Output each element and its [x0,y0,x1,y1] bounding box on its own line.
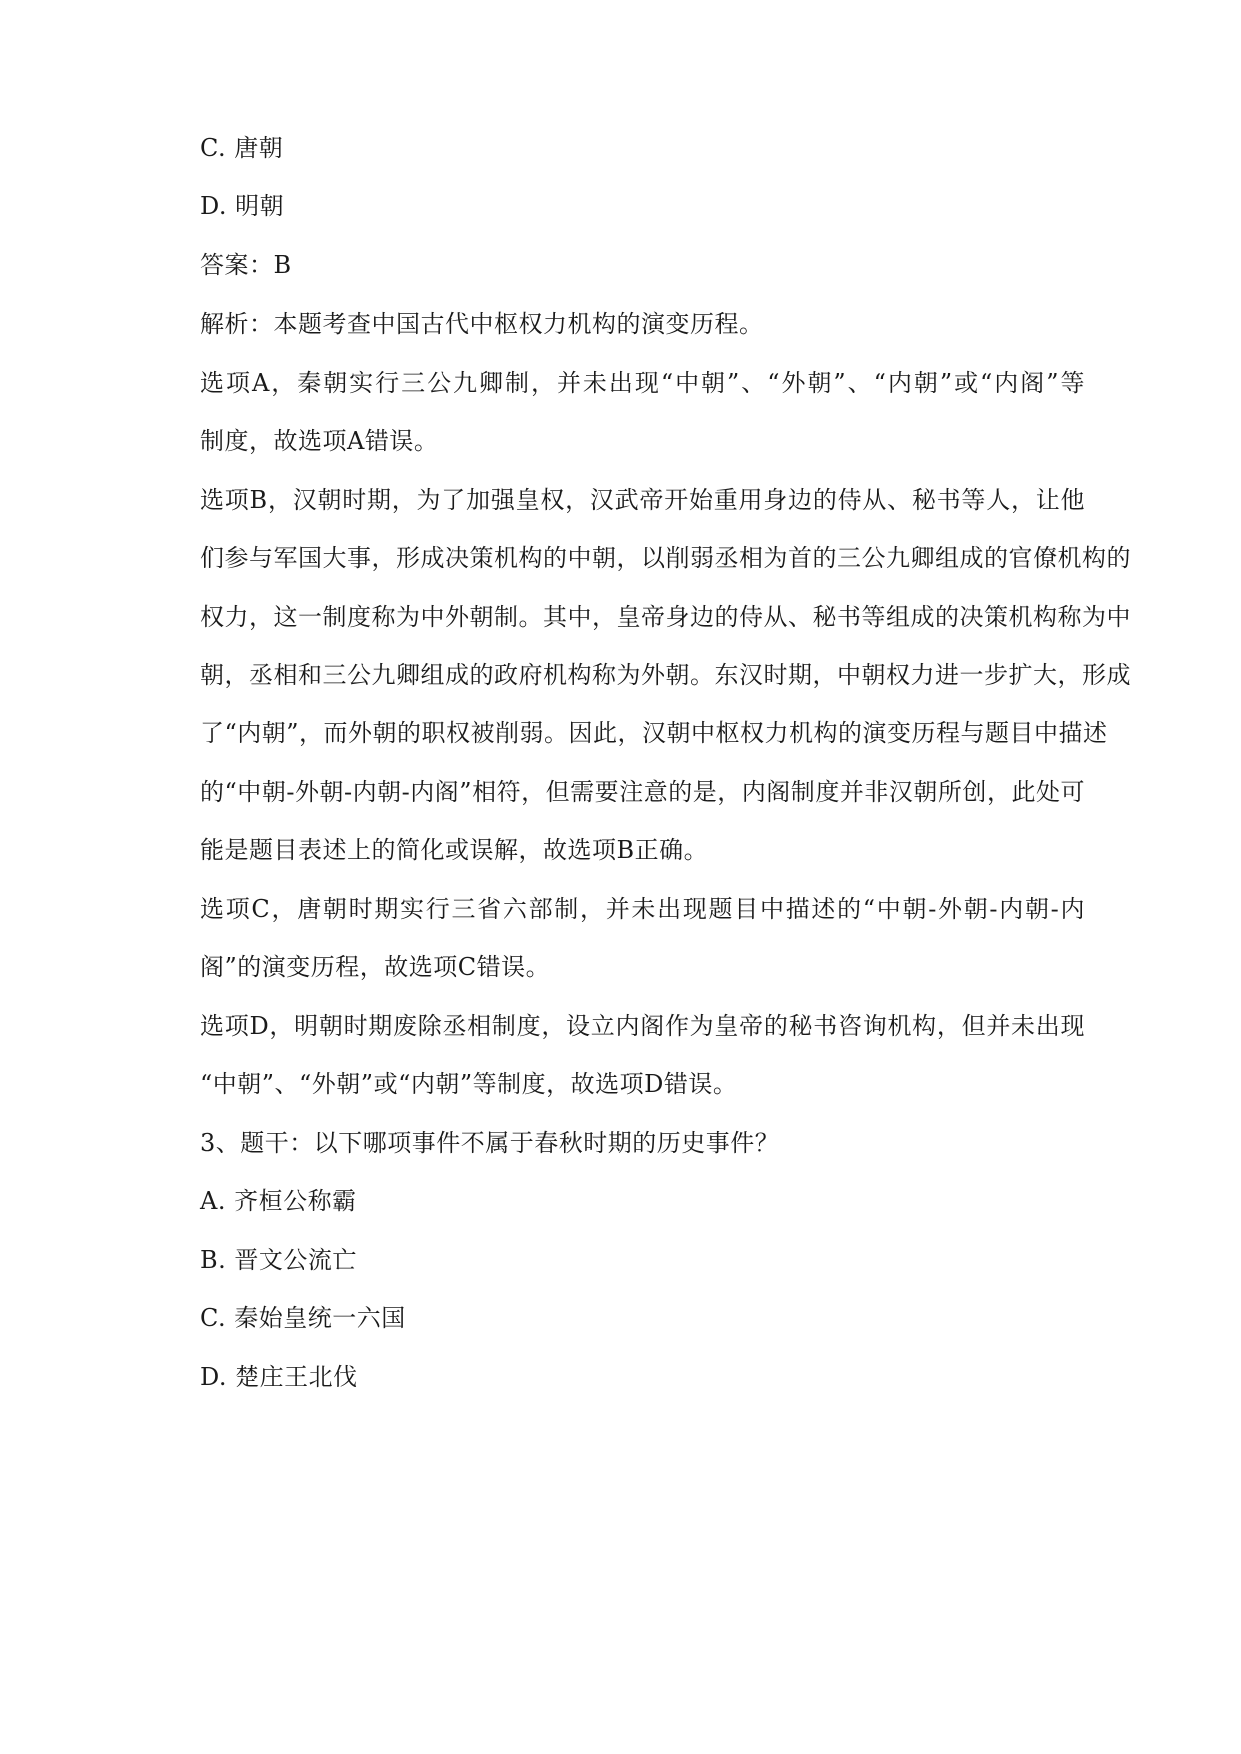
paragraph-line: 选项B，汉朝时期，为了加强皇权，汉武帝开始重用身边的侍从、秘书等人，让他 [200,486,1085,514]
paragraph-line: “中朝”、“外朝”或“内朝”等制度，故选项D错误。 [200,1070,738,1098]
question-3-stem: 3、题干：以下哪项事件不属于春秋时期的历史事件？ [200,1129,780,1157]
question-3-option-d: D. 楚庄王北伐 [200,1363,358,1391]
paragraph-line: 们参与军国大事，形成决策机构的中朝，以削弱丞相为首的三公九卿组成的官僚机构的 [200,544,1131,572]
paragraph-line: 权力，这一制度称为中外朝制。其中，皇帝身边的侍从、秘书等组成的决策机构称为中 [200,603,1131,631]
paragraph-line: 选项A，秦朝实行三公九卿制，并未出现“中朝”、“外朝”、“内朝”或“内阁”等 [200,369,1085,397]
paragraph-line: 朝，丞相和三公九卿组成的政府机构称为外朝。东汉时期，中朝权力进一步扩大，形成 [200,661,1131,689]
option-d: D. 明朝 [200,192,285,220]
option-c: C. 唐朝 [200,134,284,162]
analysis-intro: 解析：本题考查中国古代中枢权力机构的演变历程。 [200,310,764,338]
paragraph-line: 能是题目表述上的简化或误解，故选项B正确。 [200,836,709,864]
question-3-option-b: B. 晋文公流亡 [200,1246,357,1274]
answer-line: 答案：B [200,251,292,279]
paragraph-line: 的“中朝-外朝-内朝-内阁”相符，但需要注意的是，内阁制度并非汉朝所创，此处可 [200,778,1085,806]
paragraph-line: 了“内朝”，而外朝的职权被削弱。因此，汉朝中枢权力机构的演变历程与题目中描述 [200,719,1108,747]
question-3-option-a: A. 齐桓公称霸 [200,1187,357,1215]
paragraph-line: 阁”的演变历程，故选项C错误。 [200,953,551,981]
paragraph-line: 选项C，唐朝时期实行三省六部制，并未出现题目中描述的“中朝-外朝-内朝-内 [200,895,1085,923]
question-3-option-c: C. 秦始皇统一六国 [200,1304,406,1332]
paragraph-line: 制度，故选项A错误。 [200,427,439,455]
paragraph-line: 选项D，明朝时期废除丞相制度，设立内阁作为皇帝的秘书咨询机构，但并未出现 [200,1012,1085,1040]
